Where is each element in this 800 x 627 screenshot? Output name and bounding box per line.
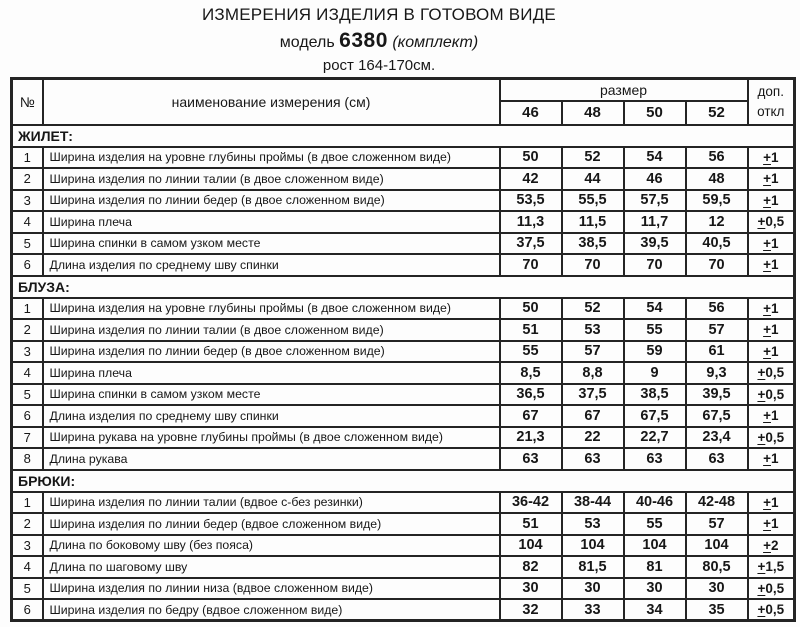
measurement-name-cell: Ширина изделия по линии талии (в двое сложенном виде) bbox=[43, 319, 500, 341]
size-value-cell: 39,5 bbox=[686, 384, 748, 406]
size-value-cell: 53 bbox=[562, 319, 624, 341]
size-value-cell: 81,5 bbox=[562, 556, 624, 578]
size-50-header: 50 bbox=[624, 101, 686, 125]
size-value-cell: 9,3 bbox=[686, 362, 748, 384]
size-value-cell: 40,5 bbox=[686, 233, 748, 255]
plus-minus-sign: + bbox=[763, 149, 771, 165]
size-value-cell: 22 bbox=[562, 427, 624, 449]
plus-minus-sign: + bbox=[763, 408, 771, 424]
size-value-cell: 33 bbox=[562, 599, 624, 621]
plus-minus-sign: + bbox=[757, 580, 766, 596]
tolerance-cell: +1 bbox=[748, 168, 795, 190]
size-value-cell: 38,5 bbox=[624, 384, 686, 406]
size-value-cell: 52 bbox=[562, 147, 624, 169]
size-value-cell: 61 bbox=[686, 341, 748, 363]
row-number-cell: 1 bbox=[12, 492, 43, 514]
measurement-name-cell: Длина изделия по среднему шву спинки bbox=[43, 405, 500, 427]
size-value-cell: 21,3 bbox=[500, 427, 562, 449]
size-value-cell: 30 bbox=[686, 578, 748, 600]
table-row bbox=[12, 319, 795, 341]
section-title: ЖИЛЕТ: bbox=[12, 125, 795, 147]
size-value-cell: 82 bbox=[500, 556, 562, 578]
plus-minus-sign: + bbox=[763, 494, 771, 510]
size-value-cell: 52 bbox=[562, 298, 624, 320]
size-value-cell: 42-48 bbox=[686, 492, 748, 514]
section-row bbox=[12, 470, 795, 492]
table-row bbox=[12, 362, 795, 384]
plus-minus-sign: + bbox=[763, 322, 771, 338]
size-value-cell: 53,5 bbox=[500, 190, 562, 212]
plus-minus-sign: + bbox=[763, 192, 771, 208]
size-48-header: 48 bbox=[562, 101, 624, 125]
plus-minus-sign: + bbox=[757, 386, 766, 402]
size-value-cell: 51 bbox=[500, 513, 562, 535]
size-value-cell: 38-44 bbox=[562, 492, 624, 514]
measurement-name-cell: Ширина изделия по линии низа (вдвое сложенном виде) bbox=[43, 578, 500, 600]
measurements-table-body bbox=[12, 125, 795, 621]
size-value-cell: 30 bbox=[624, 578, 686, 600]
row-number-cell: 5 bbox=[12, 384, 43, 406]
size-value-cell: 50 bbox=[500, 147, 562, 169]
table-row bbox=[12, 405, 795, 427]
row-number-cell: 3 bbox=[12, 535, 43, 557]
measurement-name-cell: Ширина изделия на уровне глубины проймы (в двое сложенном виде) bbox=[43, 147, 500, 169]
size-value-cell: 11,3 bbox=[500, 211, 562, 233]
tolerance-cell: +1 bbox=[748, 190, 795, 212]
document-header bbox=[0, 0, 758, 74]
column-header-number: № bbox=[12, 79, 43, 125]
table-row bbox=[12, 599, 795, 621]
size-value-cell: 39,5 bbox=[624, 233, 686, 255]
section-row bbox=[12, 276, 795, 298]
measurement-name-cell: Длина по шаговому шву bbox=[43, 556, 500, 578]
tolerance-cell: +1,5 bbox=[748, 556, 795, 578]
size-value-cell: 70 bbox=[500, 254, 562, 276]
size-value-cell: 9 bbox=[624, 362, 686, 384]
size-value-cell: 56 bbox=[686, 147, 748, 169]
size-value-cell: 70 bbox=[562, 254, 624, 276]
size-value-cell: 104 bbox=[624, 535, 686, 557]
size-value-cell: 67 bbox=[562, 405, 624, 427]
plus-minus-sign: + bbox=[763, 343, 771, 359]
measurement-name-cell: Ширина спинки в самом узком месте bbox=[43, 384, 500, 406]
size-value-cell: 54 bbox=[624, 147, 686, 169]
size-value-cell: 48 bbox=[686, 168, 748, 190]
row-number-cell: 5 bbox=[12, 578, 43, 600]
size-value-cell: 46 bbox=[624, 168, 686, 190]
size-value-cell: 38,5 bbox=[562, 233, 624, 255]
size-value-cell: 55 bbox=[624, 513, 686, 535]
size-value-cell: 35 bbox=[686, 599, 748, 621]
size-value-cell: 55 bbox=[624, 319, 686, 341]
tolerance-cell: +1 bbox=[748, 233, 795, 255]
measurement-name-cell: Длина рукава bbox=[43, 448, 500, 470]
tolerance-header-line2: откл bbox=[757, 103, 785, 119]
size-value-cell: 22,7 bbox=[624, 427, 686, 449]
table-row bbox=[12, 384, 795, 406]
model-line bbox=[0, 30, 758, 54]
section-title: БЛУЗА: bbox=[12, 276, 795, 298]
size-value-cell: 57 bbox=[686, 319, 748, 341]
size-value-cell: 55,5 bbox=[562, 190, 624, 212]
row-number-cell: 5 bbox=[12, 233, 43, 255]
row-number-cell: 3 bbox=[12, 190, 43, 212]
table-row bbox=[12, 535, 795, 557]
plus-minus-sign: + bbox=[757, 365, 766, 381]
tolerance-cell: +1 bbox=[748, 298, 795, 320]
tolerance-cell: +0,5 bbox=[748, 362, 795, 384]
size-value-cell: 57 bbox=[686, 513, 748, 535]
plus-minus-sign: + bbox=[757, 214, 766, 230]
row-number-cell: 4 bbox=[12, 362, 43, 384]
size-value-cell: 63 bbox=[562, 448, 624, 470]
size-value-cell: 11,5 bbox=[562, 211, 624, 233]
measurement-name-cell: Ширина изделия по линии талии (вдвое с-без резинки) bbox=[43, 492, 500, 514]
column-header-size: размер bbox=[500, 79, 748, 101]
tolerance-cell: +1 bbox=[748, 492, 795, 514]
table-row bbox=[12, 556, 795, 578]
tolerance-cell: +0,5 bbox=[748, 384, 795, 406]
row-number-cell: 2 bbox=[12, 513, 43, 535]
row-number-cell: 1 bbox=[12, 298, 43, 320]
measurement-name-cell: Ширина изделия на уровне глубины проймы (в двое сложенном виде) bbox=[43, 298, 500, 320]
size-value-cell: 36,5 bbox=[500, 384, 562, 406]
plus-minus-sign: + bbox=[763, 537, 771, 553]
size-value-cell: 104 bbox=[686, 535, 748, 557]
row-number-cell: 6 bbox=[12, 254, 43, 276]
tolerance-cell: +1 bbox=[748, 254, 795, 276]
size-52-header: 52 bbox=[686, 101, 748, 125]
size-value-cell: 70 bbox=[686, 254, 748, 276]
plus-minus-sign: + bbox=[763, 171, 771, 187]
table-row bbox=[12, 341, 795, 363]
measurement-name-cell: Ширина изделия по линии бедер (в двое сложенном виде) bbox=[43, 341, 500, 363]
size-value-cell: 23,4 bbox=[686, 427, 748, 449]
size-value-cell: 63 bbox=[500, 448, 562, 470]
size-value-cell: 59,5 bbox=[686, 190, 748, 212]
size-value-cell: 37,5 bbox=[562, 384, 624, 406]
plus-minus-sign: + bbox=[763, 257, 771, 273]
tolerance-cell: +0,5 bbox=[748, 578, 795, 600]
plus-minus-sign: + bbox=[757, 602, 766, 617]
row-number-cell: 3 bbox=[12, 341, 43, 363]
row-number-cell: 7 bbox=[12, 427, 43, 449]
model-label: модель bbox=[279, 34, 335, 51]
size-value-cell: 59 bbox=[624, 341, 686, 363]
size-value-cell: 63 bbox=[686, 448, 748, 470]
table-row bbox=[12, 513, 795, 535]
size-value-cell: 12 bbox=[686, 211, 748, 233]
size-value-cell: 104 bbox=[500, 535, 562, 557]
size-value-cell: 80,5 bbox=[686, 556, 748, 578]
size-46-header: 46 bbox=[500, 101, 562, 125]
measurement-name-cell: Ширина изделия по линии талии (в двое сложенном виде) bbox=[43, 168, 500, 190]
tolerance-cell: +1 bbox=[748, 405, 795, 427]
size-value-cell: 32 bbox=[500, 599, 562, 621]
plus-minus-sign: + bbox=[763, 451, 771, 467]
row-number-cell: 6 bbox=[12, 405, 43, 427]
size-value-cell: 54 bbox=[624, 298, 686, 320]
size-value-cell: 40-46 bbox=[624, 492, 686, 514]
row-number-cell: 2 bbox=[12, 319, 43, 341]
size-value-cell: 30 bbox=[500, 578, 562, 600]
model-number: 6380 bbox=[339, 29, 388, 52]
measurement-name-cell: Ширина рукава на уровне глубины проймы (в двое сложенном виде) bbox=[43, 427, 500, 449]
tolerance-cell: +2 bbox=[748, 535, 795, 557]
row-number-cell: 1 bbox=[12, 147, 43, 169]
size-value-cell: 37,5 bbox=[500, 233, 562, 255]
table-header-row bbox=[12, 79, 795, 101]
table-row bbox=[12, 147, 795, 169]
tolerance-cell: +1 bbox=[748, 341, 795, 363]
table-row bbox=[12, 492, 795, 514]
section-title: БРЮКИ: bbox=[12, 470, 795, 492]
tolerance-cell: +0,5 bbox=[748, 427, 795, 449]
size-value-cell: 36-42 bbox=[500, 492, 562, 514]
tolerance-cell: +0,5 bbox=[748, 599, 795, 621]
size-value-cell: 67 bbox=[500, 405, 562, 427]
measurement-name-cell: Ширина изделия по бедру (вдвое сложенном виде) bbox=[43, 599, 500, 621]
size-value-cell: 67,5 bbox=[624, 405, 686, 427]
size-value-cell: 57,5 bbox=[624, 190, 686, 212]
size-value-cell: 50 bbox=[500, 298, 562, 320]
measurement-name-cell: Ширина плеча bbox=[43, 362, 500, 384]
height-range: рост 164-170см. bbox=[322, 57, 436, 74]
size-value-cell: 81 bbox=[624, 556, 686, 578]
tolerance-cell: +1 bbox=[748, 513, 795, 535]
tolerance-cell: +1 bbox=[748, 319, 795, 341]
measurement-name-cell: Ширина плеча bbox=[43, 211, 500, 233]
column-header-tolerance bbox=[748, 79, 795, 125]
size-value-cell: 56 bbox=[686, 298, 748, 320]
size-value-cell: 63 bbox=[624, 448, 686, 470]
table-row bbox=[12, 298, 795, 320]
size-value-cell: 104 bbox=[562, 535, 624, 557]
measurement-name-cell: Длина изделия по среднему шву спинки bbox=[43, 254, 500, 276]
size-value-cell: 70 bbox=[624, 254, 686, 276]
table-row bbox=[12, 254, 795, 276]
measurement-name-cell: Ширина изделия по линии бедер (в двое сложенном виде) bbox=[43, 190, 500, 212]
plus-minus-sign: + bbox=[763, 235, 771, 251]
measurement-name-cell: Ширина изделия по линии бедер (вдвое сложенном виде) bbox=[43, 513, 500, 535]
tolerance-cell: +1 bbox=[748, 448, 795, 470]
plus-minus-sign: + bbox=[757, 559, 766, 575]
plus-minus-sign: + bbox=[757, 429, 766, 445]
document-title: ИЗМЕРЕНИЯ ИЗДЕЛИЯ В ГОТОВОМ ВИДЕ bbox=[202, 5, 556, 24]
size-value-cell: 44 bbox=[562, 168, 624, 190]
size-value-cell: 42 bbox=[500, 168, 562, 190]
plus-minus-sign: + bbox=[763, 516, 771, 532]
measurement-name-cell: Длина по боковому шву (без пояса) bbox=[43, 535, 500, 557]
section-row bbox=[12, 125, 795, 147]
size-value-cell: 55 bbox=[500, 341, 562, 363]
table-row bbox=[12, 168, 795, 190]
row-number-cell: 2 bbox=[12, 168, 43, 190]
table-row bbox=[12, 427, 795, 449]
row-number-cell: 6 bbox=[12, 599, 43, 621]
row-number-cell: 4 bbox=[12, 211, 43, 233]
table-row bbox=[12, 448, 795, 470]
size-value-cell: 8,8 bbox=[562, 362, 624, 384]
table-row bbox=[12, 211, 795, 233]
model-suffix: (комплект) bbox=[392, 34, 479, 51]
size-value-cell: 57 bbox=[562, 341, 624, 363]
plus-minus-sign: + bbox=[763, 300, 771, 316]
size-value-cell: 30 bbox=[562, 578, 624, 600]
column-header-measurement-name: наименование измерения (см) bbox=[43, 79, 500, 125]
table-row bbox=[12, 578, 795, 600]
size-value-cell: 67,5 bbox=[686, 405, 748, 427]
measurement-name-cell: Ширина спинки в самом узком месте bbox=[43, 233, 500, 255]
tolerance-cell: +1 bbox=[748, 147, 795, 169]
size-value-cell: 51 bbox=[500, 319, 562, 341]
size-value-cell: 53 bbox=[562, 513, 624, 535]
size-value-cell: 8,5 bbox=[500, 362, 562, 384]
table-row bbox=[12, 190, 795, 212]
tolerance-cell: +0,5 bbox=[748, 211, 795, 233]
size-value-cell: 34 bbox=[624, 599, 686, 621]
measurements-table bbox=[10, 77, 796, 622]
table-row bbox=[12, 233, 795, 255]
size-value-cell: 11,7 bbox=[624, 211, 686, 233]
tolerance-header-line1: доп. bbox=[757, 83, 784, 99]
row-number-cell: 4 bbox=[12, 556, 43, 578]
row-number-cell: 8 bbox=[12, 448, 43, 470]
